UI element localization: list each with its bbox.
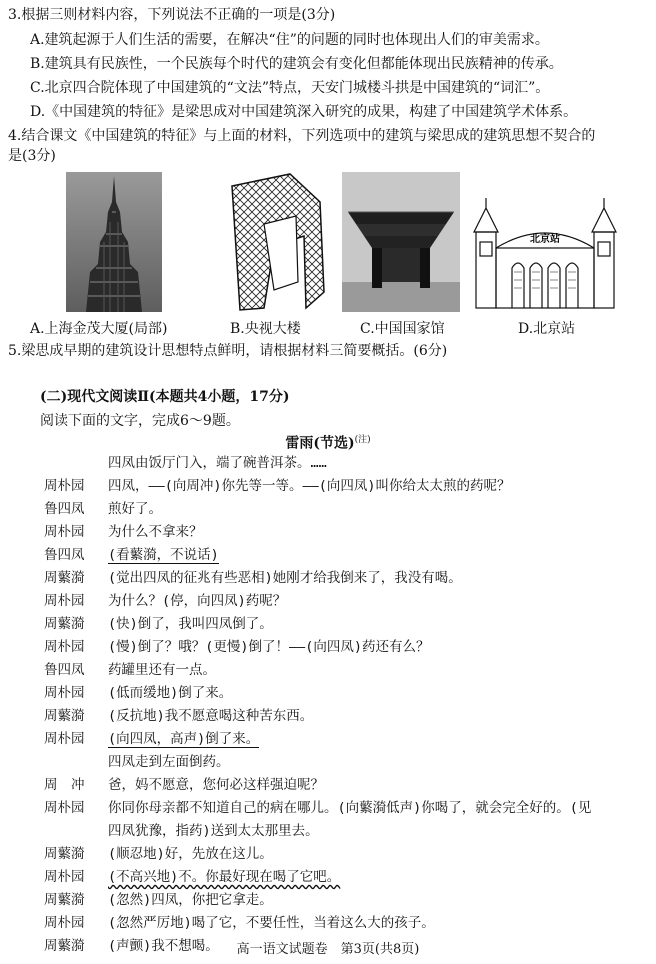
wavy-underlined-text: (不高兴地)不。你最好现在喝了它吧。 bbox=[108, 869, 341, 885]
speaker: 周朴园 bbox=[44, 869, 85, 885]
caption-a: A.上海金茂大厦(局部) bbox=[30, 321, 168, 337]
line-text: (忽然严厉地)喝了它，不要任性，当着这么大的孩子。 bbox=[108, 915, 435, 931]
line-text: (反抗地)我不愿意喝这种苦东西。 bbox=[108, 708, 314, 724]
beijing-station-image bbox=[470, 172, 620, 312]
q3-option-a: A.建筑起源于人们生活的需要，在解决“住”的问题的同时也体现出人们的审美需求。 bbox=[30, 32, 549, 48]
speaker: 鲁四凤 bbox=[44, 547, 85, 563]
speaker: 周朴园 bbox=[44, 639, 85, 655]
q3-option-b: B.建筑具有民族性，一个民族每个时代的建筑会有变化但都能体现出民族精神的传承。 bbox=[30, 56, 563, 72]
speaker: 周朴园 bbox=[44, 524, 85, 540]
text-title bbox=[0, 432, 656, 453]
speaker: 周蘩漪 bbox=[44, 846, 85, 862]
line-text: 爸，妈不愿意，您何必这样强迫呢？ bbox=[108, 777, 324, 793]
q3-option-d: D.《中国建筑的特征》是梁思成对中国建筑深入研究的成果，构建了中国建筑学术体系。 bbox=[30, 104, 578, 120]
page-footer: 高一语文试题卷 第3页(共8页) bbox=[236, 942, 420, 957]
speaker: 周蘩漪 bbox=[44, 708, 85, 724]
line-text: (慢)倒了？哦？(更慢)倒了！——(向四凤)药还有么？ bbox=[108, 639, 430, 655]
line-text: (声颤)我不想喝。 bbox=[108, 938, 219, 954]
speaker: 周蘩漪 bbox=[44, 938, 85, 954]
line-text bbox=[108, 546, 648, 564]
building-images bbox=[60, 172, 620, 312]
line-text: (忽然)四凤，你把它拿走。 bbox=[108, 892, 273, 908]
speaker: 鲁四凤 bbox=[44, 501, 85, 517]
line-text: 煎好了。 bbox=[108, 501, 162, 517]
line-text: 四凤犹豫，指药)送到太太那里去。 bbox=[108, 823, 319, 839]
line-text: 你同你母亲都不知道自己的病在哪儿。(向蘩漪低声)你喝了，就会完全好的。(见 bbox=[108, 800, 592, 816]
speaker: 鲁四凤 bbox=[44, 662, 85, 678]
speaker: 周蘩漪 bbox=[44, 570, 85, 586]
note-mark: (注) bbox=[354, 435, 371, 445]
cctv-building-image bbox=[220, 172, 332, 312]
line-text: (快)倒了，我叫四凤倒了。 bbox=[108, 616, 273, 632]
line-text: 为什么不拿来？ bbox=[108, 524, 203, 540]
speaker: 周朴园 bbox=[44, 731, 85, 747]
speaker: 周朴园 bbox=[44, 685, 85, 701]
q4-stem-line1: 4.结合课文《中国建筑的特征》与上面的材料，下列选项中的建筑与梁思成的建筑思想不契合的 bbox=[8, 128, 596, 144]
underlined-text: (看蘩漪，不说话) bbox=[108, 547, 219, 563]
line-text: 四凤，——(向周冲)你先等一等。——(向四凤)叫你给太太煎的药呢？ bbox=[108, 478, 511, 494]
caption-b: B.央视大楼 bbox=[230, 321, 301, 337]
line-text: 药罐里还有一点。 bbox=[108, 662, 216, 678]
line-text: (觉出四凤的征兆有些恶相)她刚才给我倒来了，我没有喝。 bbox=[108, 570, 462, 586]
station-sign: 北京站 bbox=[530, 234, 560, 245]
jinmao-tower-image bbox=[66, 172, 162, 312]
caption-d: D.北京站 bbox=[518, 321, 576, 337]
speaker: 周蘩漪 bbox=[44, 892, 85, 908]
q4-stem-line2: 是(3分) bbox=[8, 148, 56, 164]
speaker: 周蘩漪 bbox=[44, 616, 85, 632]
section-title: (二)现代文阅读Ⅱ(本题共4小题，17分) bbox=[40, 389, 290, 405]
line-text: 四凤走到左面倒药。 bbox=[108, 754, 230, 770]
speaker: 周 冲 bbox=[44, 777, 85, 793]
underlined-text: (向四凤，高声)倒了来。 bbox=[108, 731, 260, 747]
line-text bbox=[108, 868, 648, 886]
line-text: 四凤由饭厅门入，端了碗普洱茶。…… bbox=[108, 455, 327, 471]
line-text: 为什么？(停，向四凤)药呢？ bbox=[108, 593, 287, 609]
caption-c: C.中国国家馆 bbox=[360, 321, 445, 337]
speaker: 周朴园 bbox=[44, 593, 85, 609]
speaker: 周朴园 bbox=[44, 800, 85, 816]
china-pavilion-image bbox=[342, 172, 460, 312]
line-text: (顺忍地)好，先放在这儿。 bbox=[108, 846, 273, 862]
speaker: 周朴园 bbox=[44, 478, 85, 494]
line-text: (低而缓地)倒了来。 bbox=[108, 685, 233, 701]
q3-option-c: C.北京四合院体现了中国建筑的“文法”特点，天安门城楼斗拱是中国建筑的“词汇”。 bbox=[30, 80, 550, 96]
line-text bbox=[108, 730, 648, 748]
q5-stem: 5.梁思成早期的建筑设计思想特点鲜明，请根据材料三简要概括。(6分) bbox=[8, 343, 448, 359]
text-title-label: 雷雨(节选) bbox=[285, 435, 355, 452]
section-instruction: 阅读下面的文字，完成6～9题。 bbox=[40, 413, 240, 429]
speaker: 周朴园 bbox=[44, 915, 85, 931]
q3-stem: 3.根据三则材料内容，下列说法不正确的一项是(3分) bbox=[8, 7, 336, 23]
